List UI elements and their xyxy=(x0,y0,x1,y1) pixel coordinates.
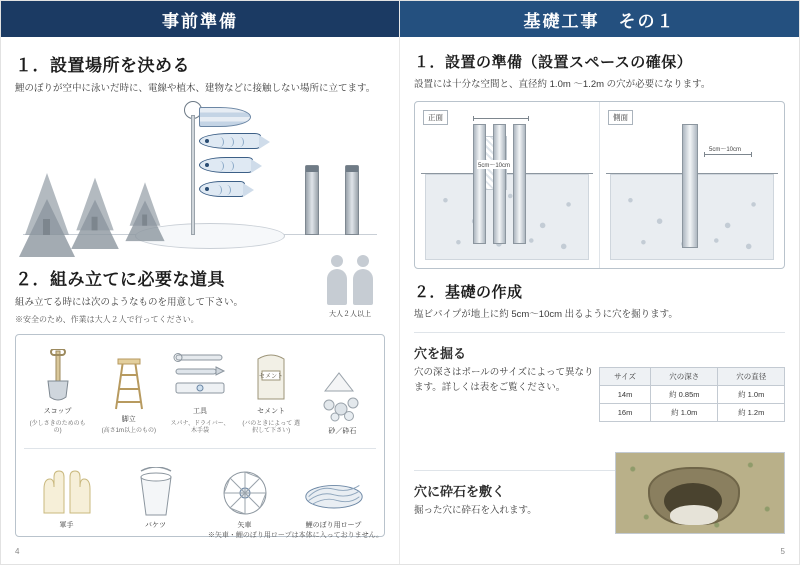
left-section1-heading: １．設置場所を決める xyxy=(15,56,190,75)
koinobori-icon xyxy=(199,157,253,173)
diagram-side-label: 側面 xyxy=(608,110,633,125)
gravel-heading: 穴に砕石を敷く xyxy=(414,483,506,499)
windmill-icon xyxy=(214,459,276,517)
table-header-cell: サイズ xyxy=(600,368,651,386)
tool-sub: (少しさきのためのもの) xyxy=(29,420,86,435)
tool-list-panel xyxy=(15,334,385,537)
gravel-icon xyxy=(311,365,373,423)
table-header-cell: 穴の深さ xyxy=(651,368,718,386)
table-cell: 約 1.2m xyxy=(718,404,785,422)
table-cell: 約 1.0m xyxy=(651,404,718,422)
table-cell: 14m xyxy=(600,386,651,404)
pipe-icon xyxy=(513,124,526,244)
hole-photo xyxy=(615,452,785,534)
diagram-front-view xyxy=(415,102,599,268)
table-cell: 16m xyxy=(600,404,651,422)
tool-name: 砂／砕石 xyxy=(328,428,357,436)
left-page-banner xyxy=(1,1,399,37)
dig-body: 穴の深さはポールのサイズによって異なります。詳しくは表をご覧ください。 xyxy=(414,367,594,394)
tool-item xyxy=(214,459,276,530)
left-section2-note: ※安全のため、作業は大人２人で行ってください。 xyxy=(15,315,199,325)
tool-sub: スパナ、ドライバー、木手袋 xyxy=(170,420,230,435)
tool-name: 脚立 xyxy=(121,416,136,424)
koinobori-icon xyxy=(199,181,245,197)
diagram-front-label: 正面 xyxy=(423,110,448,125)
left-section2-body: 組み立てる時には次のようなものを用意して下さい。 xyxy=(15,296,244,308)
left-page xyxy=(1,1,400,564)
tool-row-2 xyxy=(24,448,376,530)
two-adults-label: 大人２人以上 xyxy=(329,311,371,318)
dimension-line xyxy=(473,118,529,119)
soil-cross-section xyxy=(425,174,589,260)
tool-name: セメント xyxy=(257,408,286,416)
hole-size-table xyxy=(599,367,785,422)
dimension-label: 5cm～10cm xyxy=(477,160,511,169)
divider xyxy=(414,332,785,333)
left-section1-body: 鯉のぼりが空中に泳いだ時に、電線や植木、建物などに接触しない場所に立てます。 xyxy=(15,83,376,94)
right-page xyxy=(400,1,799,564)
gloves-icon xyxy=(36,459,98,517)
table-cell: 約 1.0m xyxy=(718,386,785,404)
cement-bag-icon xyxy=(240,345,302,403)
left-section2-heading: ２．組み立てに必要な道具 xyxy=(15,269,225,289)
stepladder-icon xyxy=(98,353,160,411)
foundation-diagram xyxy=(414,101,785,269)
pipe-icon xyxy=(473,124,486,244)
gravel-body: 掘った穴に砕石を入れます。 xyxy=(414,504,537,516)
table-row xyxy=(600,386,785,404)
tool-item xyxy=(27,345,89,436)
bucket-icon xyxy=(125,459,187,517)
right-section2-body: 塩ビパイプが地上に約 5cm～10cm 出るように穴を掘ります。 xyxy=(414,308,678,320)
svg-text:セメント: セメント xyxy=(259,374,284,381)
tool-name: 矢車 xyxy=(237,522,252,530)
crushed-stone-pile xyxy=(670,505,718,525)
tool-item xyxy=(125,459,187,530)
two-adults-illustration xyxy=(327,269,373,319)
left-footnote: ※矢車・鯉のぼり用ロープは本体に入っておりません。 xyxy=(207,532,383,539)
person-icon xyxy=(353,269,373,305)
post-icon xyxy=(305,165,319,235)
left-banner-title: 事前準備 xyxy=(162,11,238,31)
flagpole-icon xyxy=(191,115,195,235)
tool-name: スコップ xyxy=(43,408,72,416)
right-section2-heading: ２．基礎の作成 xyxy=(414,283,523,301)
tool-item xyxy=(169,345,231,436)
table-header-cell: 穴の直径 xyxy=(718,368,785,386)
table-header-row xyxy=(600,368,785,386)
tool-sub: (高さ1m以上のもの) xyxy=(101,428,156,435)
installation-site-illustration xyxy=(15,101,385,251)
dimension-label: 5cm～10cm xyxy=(708,144,742,153)
tool-name: 軍手 xyxy=(59,522,74,530)
table-row xyxy=(600,404,785,422)
post-icon xyxy=(345,165,359,235)
pipe-icon xyxy=(682,124,698,248)
left-page-number: 4 xyxy=(15,547,20,556)
koinobori-icon xyxy=(199,133,261,149)
tool-item xyxy=(240,345,302,436)
diagram-side-view xyxy=(599,102,784,268)
tools-icon xyxy=(169,345,231,403)
right-section1-body: 設置には十分な空間と、直径約 1.0m ～1.2m の穴が必要になります。 xyxy=(414,79,711,90)
shovel-icon xyxy=(27,345,89,403)
tool-name: 工具 xyxy=(192,408,207,416)
dig-heading: 穴を掘る xyxy=(414,346,467,362)
tool-sub: (バのときによって 選択して下さい) xyxy=(242,420,300,435)
dimension-line xyxy=(704,154,752,155)
tool-name: バケツ xyxy=(145,522,166,530)
person-icon xyxy=(327,269,347,305)
tree-icon xyxy=(25,173,69,235)
tool-name: 鯉のぼり用ロープ xyxy=(305,522,362,530)
right-section1-heading: １．設置の準備（設置スペースの確保） xyxy=(414,54,693,71)
right-page-banner xyxy=(400,1,799,37)
right-page-number: 5 xyxy=(780,547,785,556)
windsock-icon xyxy=(199,107,251,127)
right-banner-title: 基礎工事 その１ xyxy=(523,11,676,31)
tool-item xyxy=(303,459,365,530)
pipe-icon xyxy=(493,124,506,244)
tool-item xyxy=(36,459,98,530)
table-cell: 約 0.85m xyxy=(651,386,718,404)
tool-item xyxy=(98,353,160,436)
tool-row-1 xyxy=(24,345,376,436)
ground-level-line xyxy=(421,173,593,174)
tree-icon xyxy=(76,177,113,230)
tool-item xyxy=(311,365,373,436)
tree-icon xyxy=(130,182,161,225)
rope-icon xyxy=(303,459,365,517)
